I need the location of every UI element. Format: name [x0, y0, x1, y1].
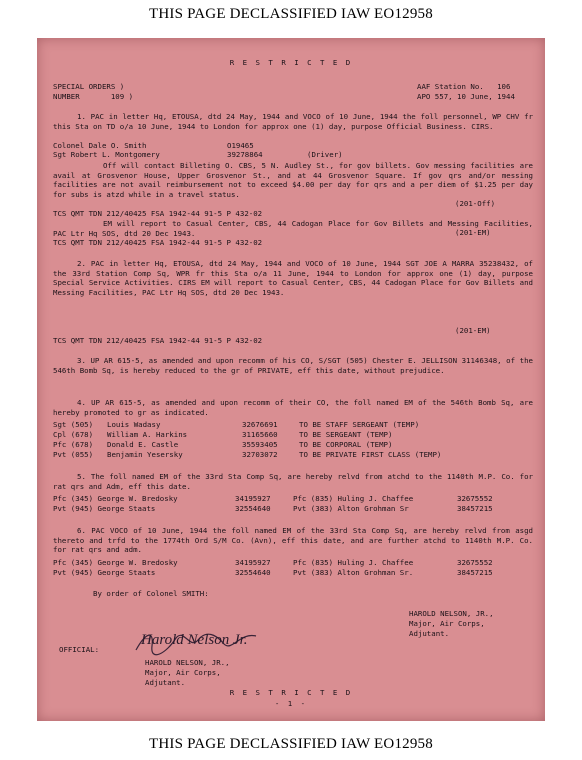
promotion-action: TO BE PRIVATE FIRST CLASS (TEMP) — [299, 450, 442, 459]
promotion-serial: 32676691 — [242, 420, 278, 429]
paragraph-5: 5. The foll named EM of the 33rd Sta Comp Sq, are hereby relvd from atchd to the 1140th M.P. Co. for rat qrs and Adm, eff this date. — [53, 472, 533, 491]
em-billeting-text: EM will report to Casual Center, CBS, 44 Cadogan Place for Gov Billets and Messing Facilities, PAC Ltr Hq SOS, dtd 20 Dec 1943. — [53, 219, 533, 238]
paragraph-3: 3. UP AR 615-5, as amended and upon recomm of his CO, S/SGT (505) Chester E. JELLISON 31146348, of the 546th Bomb Sq, is hereby reduced to the gr of PRIVATE, eff this date, without prejudice. — [53, 356, 533, 375]
promotion-action: TO BE CORPORAL (TEMP) — [299, 440, 393, 449]
declassified-banner-bottom: THIS PAGE DECLASSIFIED IAW EO12958 — [149, 736, 433, 752]
apo-date: APO 557, 10 June, 1944 — [417, 92, 515, 101]
officer-serial: O19465 — [227, 141, 254, 150]
promotion-name: Louis Wadasy — [107, 420, 161, 429]
promotion-grade: Pvt (055) — [53, 450, 94, 459]
relief-left-serial: 34195927 — [235, 494, 271, 503]
em-ref: (201-EM) — [455, 228, 491, 237]
promotion-name: Benjamin Yesersky — [107, 450, 183, 459]
paragraph-2-tcs: TCS QMT TDN 212/40425 FSA 1942-44 91-5 P 432-02 — [53, 336, 263, 345]
official-rank: Major, Air Corps, — [145, 668, 221, 677]
promotion-serial: 31165660 — [242, 430, 278, 439]
relief-right-name: Pfc (835) Huling J. Chaffee — [293, 494, 414, 503]
transfer-left-name: Pfc (345) George W. Bredosky — [53, 558, 178, 567]
signer-title: Adjutant. — [409, 629, 450, 638]
paragraph-2: 2. PAC in letter Hq, ETOUSA, dtd 24 May, 1944 and VOCO of 10 June, 1944 SGT JOE A MARRA 35238432, of the 33rd Station Comp Sq, WPR fr this Sta o/a 11 June, 1944 to London for approx one (1) day, purpose Special Service Activities. CIRS EM will report to Casual Center, CBS, 44 Cadogan Place for Gov Billets and Messing Facilities, PAC Ltr Hq SOS, dtd 20 Dec 1943. — [53, 259, 533, 297]
relief-left-name: Pvt (945) George Staats — [53, 504, 156, 513]
paragraph-2-ref: (201-EM) — [455, 326, 491, 335]
relief-right-serial: 38457215 — [457, 504, 493, 513]
declassified-banner-top: THIS PAGE DECLASSIFIED IAW EO12958 — [149, 6, 433, 22]
relief-left-serial: 32554640 — [235, 504, 271, 513]
promotion-name: Donald E. Castle — [107, 440, 179, 449]
transfer-left-serial: 32554640 — [235, 568, 271, 577]
handwritten-signature: Harold Nelson Jr. — [141, 632, 248, 648]
promotion-serial: 32703072 — [242, 450, 278, 459]
transfer-right-serial: 32675552 — [457, 558, 493, 567]
officer-ref: (201-Off) — [455, 199, 496, 208]
driver-serial: 39278864 — [227, 150, 263, 159]
by-order-line: By order of Colonel SMITH: — [93, 589, 209, 598]
special-orders-label: SPECIAL ORDERS ) — [53, 82, 125, 91]
signer-rank: Major, Air Corps, — [409, 619, 485, 628]
promotion-serial: 35593405 — [242, 440, 278, 449]
promotion-grade: Pfc (678) — [53, 440, 94, 449]
relief-right-name: Pvt (383) Alton Grohman Sr — [293, 504, 409, 513]
orders-number: NUMBER 109 ) — [53, 92, 134, 101]
transfer-right-serial: 38457215 — [457, 568, 493, 577]
official-name: HAROLD NELSON, JR., — [145, 658, 230, 667]
driver-note: (Driver) — [307, 150, 343, 159]
transfer-right-name: Pvt (383) Alton Grohman Sr. — [293, 568, 414, 577]
official-label: OFFICIAL: — [59, 645, 100, 654]
officer-name: Colonel Dale O. Smith — [53, 141, 147, 150]
paragraph-4: 4. UP AR 615-5, as amended and upon recomm of their CO, the foll named EM of the 546th Bomb Sq, are hereby promoted to gr as indicated. — [53, 398, 533, 417]
transfer-left-serial: 34195927 — [235, 558, 271, 567]
document-page — [37, 38, 545, 721]
relief-left-name: Pfc (345) George W. Bredosky — [53, 494, 178, 503]
driver-name: Sgt Robert L. Montgomery — [53, 150, 160, 159]
relief-right-serial: 32675552 — [457, 494, 493, 503]
promotion-name: William A. Harkins — [107, 430, 188, 439]
tcs-line-2: TCS QMT TDN 212/40425 FSA 1942-44 91-5 P 432-02 — [53, 238, 263, 247]
promotion-action: TO BE SERGEANT (TEMP) — [299, 430, 393, 439]
promotion-grade: Sgt (505) — [53, 420, 94, 429]
signer-name: HAROLD NELSON, JR., — [409, 609, 494, 618]
restricted-footer: R E S T R I C T E D — [229, 688, 353, 697]
station-number: AAF Station No. 106 — [417, 82, 511, 91]
restricted-header: R E S T R I C T E D — [229, 58, 353, 67]
tcs-line-1: TCS QMT TDN 212/40425 FSA 1942-44 91-5 P 432-02 — [53, 209, 263, 218]
promotion-grade: Cpl (678) — [53, 430, 94, 439]
page-number: - 1 - — [274, 699, 308, 708]
paragraph-6: 6. PAC VOCO of 10 June, 1944 the foll named EM of the 33rd Sta Comp Sq, are hereby relvd from asgd thereto and trfd to the 1774th Ord S/M Co. (Avn), eff this date, and are further atchd to 1140th M.P. Co. for rat qrs and adm. — [53, 526, 533, 554]
official-title: Adjutant. — [145, 678, 186, 687]
officer-billeting-text: Off will contact Billeting O. CBS, 5 N. Audley St., for gov billets. Gov messing facilities are avail at Grosvenor House, Upper Grosvenor St., and at 44 Grosvenor Square. If gov qrs and/or messing facilities are not avail reimbursement not to exceed $4.00 per day for qrs and a per diem of $1.25 per day for subs is atzd while in a travel status. — [53, 161, 533, 199]
promotion-action: TO BE STAFF SERGEANT (TEMP) — [299, 420, 420, 429]
transfer-right-name: Pfc (835) Huling J. Chaffee — [293, 558, 414, 567]
transfer-left-name: Pvt (945) George Staats — [53, 568, 156, 577]
paragraph-1: 1. PAC in letter Hq, ETOUSA, dtd 24 May, 1944 and VOCO of 10 June, 1944 the foll personnel, WP CHV fr this Sta on TD o/a 10 June, 1944 to London for approx one (1) day, purpose Official Business. CIRS. — [53, 112, 533, 131]
